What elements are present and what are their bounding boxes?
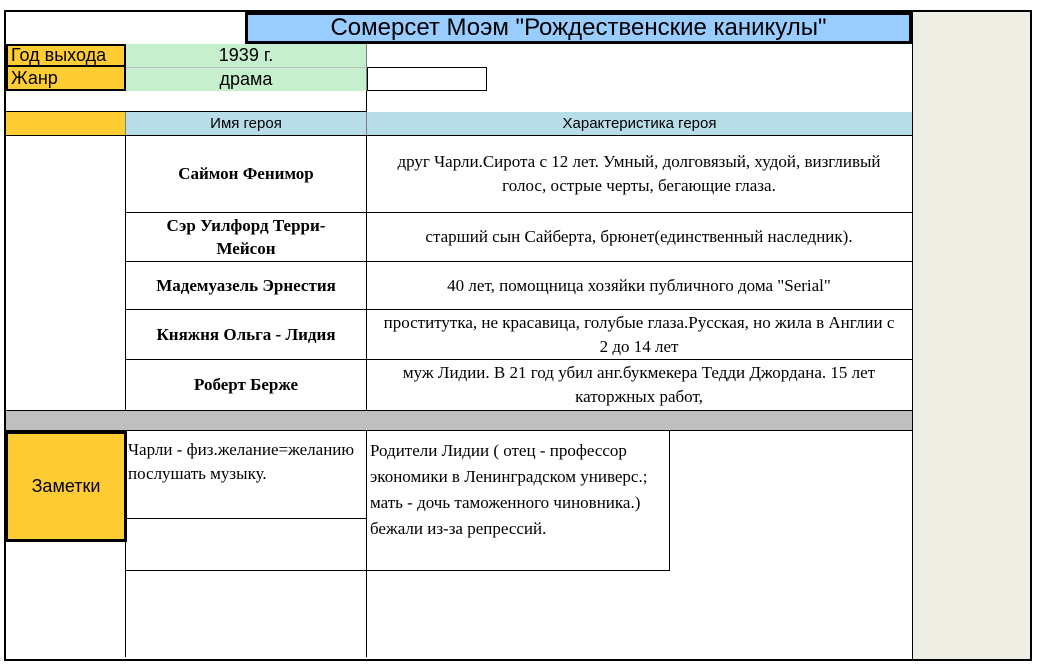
grid-line (366, 135, 367, 411)
page-title: Сомерсет Моэм "Рождественские каникулы" (245, 12, 912, 44)
divider-row (6, 410, 912, 431)
hero-description: друг Чарли.Сирота с 12 лет. Умный, долговязый, худой, визгливый голос, острые черты, бегающие глаза. (397, 152, 881, 195)
sheet-right-margin (912, 12, 1030, 659)
genre-label: Жанр (6, 67, 126, 91)
hero-description: 40 лет, помощница хозяйки публичного дома "Serial" (447, 275, 831, 295)
hero-name: Мадемуазель Эрнестия (156, 275, 336, 295)
year-label: Год выхода (6, 44, 126, 67)
empty-genre-cell (367, 67, 487, 91)
note-charlie: Чарли - физ.желание=желанию послушать музыку. (128, 440, 355, 483)
genre-value: драма (126, 67, 367, 91)
grid-line (126, 570, 367, 571)
hero-name: Сэр Уилфорд Терри-Мейсон (166, 216, 326, 258)
hero-description: муж Лидии. В 21 год убил анг.букмекера Тедди Джордана. 15 лет каторжных работ, (402, 363, 876, 406)
empty-row-line (6, 91, 367, 112)
note-lidia: Родители Лидии ( отец - профессор экономики в Ленинградском универс.; мать - дочь таможенного чиновника.) бежали из-за репрессий. (370, 441, 648, 538)
hero-name: Роберт Берже (193, 375, 298, 394)
notes-label: Заметки (5, 431, 127, 542)
grid-line (126, 518, 367, 519)
year-value: 1939 г. (126, 44, 367, 67)
hero-description: старший сын Сайберта, брюнет(единственный наследник). (425, 227, 853, 246)
column-header-name: Имя героя (126, 112, 367, 135)
column-header-description: Характеристика героя (367, 112, 912, 135)
hero-name: Княжня Ольга - Лидия (156, 324, 336, 344)
hero-description: проститутка, не красавица, голубые глаза.Русская, но жила в Англии с 2 до 14 лет (383, 312, 895, 356)
hero-name: Саймон Фенимор (178, 164, 314, 183)
header-left-cell (6, 112, 126, 135)
grid-line (125, 431, 126, 657)
